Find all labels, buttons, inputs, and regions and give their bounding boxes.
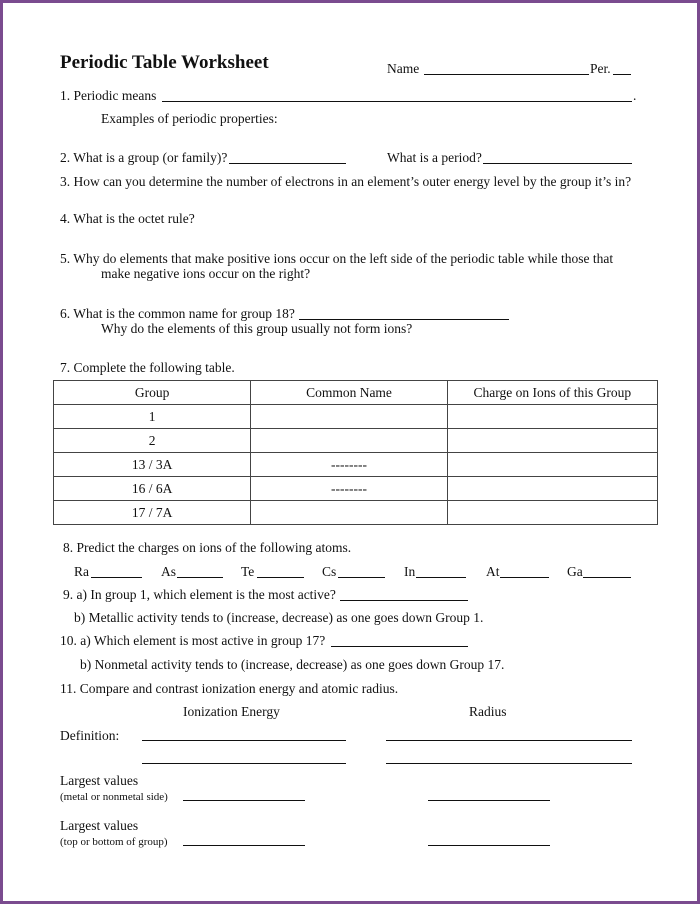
q7-text: 7. Complete the following table. <box>60 360 235 375</box>
q2-period-question: What is a period? <box>387 150 482 165</box>
table-cell-group: 17 / 7A <box>54 501 251 525</box>
table-row <box>54 477 658 501</box>
q6-text-line1: 6. What is the common name for group 18? <box>60 306 295 321</box>
atom-answer-at[interactable] <box>500 577 549 578</box>
q6-text-line2: Why do the elements of this group usually not form ions? <box>101 321 413 336</box>
ie-definition-line-2[interactable] <box>142 763 346 764</box>
atom-label-cs: Cs <box>322 564 337 579</box>
q3-text: 3. How can you determine the number of electrons in an element’s outer energy level by the group it’s in? <box>60 174 632 189</box>
table-cell-common-name[interactable] <box>251 405 447 429</box>
q10a-answer-line[interactable] <box>331 646 468 647</box>
atom-answer-ra[interactable] <box>91 577 142 578</box>
q2-period-answer-line[interactable] <box>483 163 632 164</box>
radius-definition-line-1[interactable] <box>386 740 632 741</box>
q9a-answer-line[interactable] <box>340 600 468 601</box>
q5-text-line2: make negative ions occur on the right? <box>101 266 311 281</box>
atom-label-at: At <box>486 564 500 579</box>
largest-values-label-2: Largest values <box>60 818 139 833</box>
q8-text: 8. Predict the charges on ions of the following atoms. <box>63 540 352 555</box>
ie-largest-line-1[interactable] <box>183 800 305 801</box>
table-header-group: Group <box>54 381 251 405</box>
q2-group-answer-line[interactable] <box>229 163 346 164</box>
atom-answer-in[interactable] <box>416 577 466 578</box>
table-header-row <box>54 381 658 405</box>
atom-label-ra: Ra <box>74 564 89 579</box>
q6-answer-line[interactable] <box>299 319 509 320</box>
atom-answer-cs[interactable] <box>338 577 385 578</box>
name-label: Name <box>387 61 420 76</box>
q10a-text: 10. a) Which element is most active in group 17? <box>60 633 326 648</box>
table-cell-charge[interactable] <box>447 501 657 525</box>
table-cell-group: 13 / 3A <box>54 453 251 477</box>
q1-examples: Examples of periodic properties: <box>101 111 278 126</box>
period-label: Per. <box>590 61 611 76</box>
atom-label-in: In <box>404 564 416 579</box>
worksheet-title: Periodic Table Worksheet <box>60 52 269 73</box>
table-row <box>54 429 658 453</box>
table-cell-group: 16 / 6A <box>54 477 251 501</box>
definition-label: Definition: <box>60 728 120 743</box>
name-field[interactable] <box>424 74 589 75</box>
table-header-charge: Charge on Ions of this Group <box>447 381 657 405</box>
atom-answer-ga[interactable] <box>583 577 631 578</box>
ie-definition-line-1[interactable] <box>142 740 346 741</box>
q1-text: 1. Periodic means <box>60 88 157 103</box>
q9a-text: 9. a) In group 1, which element is the most active? <box>63 587 336 602</box>
q1-answer-line[interactable] <box>162 101 632 102</box>
q11-text: 11. Compare and contrast ionization energy and atomic radius. <box>60 681 399 696</box>
radius-largest-line-1[interactable] <box>428 800 550 801</box>
q4-text: 4. What is the octet rule? <box>60 211 195 226</box>
table-cell-common-name[interactable] <box>251 429 447 453</box>
col-ionization-energy: Ionization Energy <box>183 704 280 719</box>
table-cell-common-name: -------- <box>251 477 447 501</box>
largest-values-sub-2: (top or bottom of group) <box>60 836 168 848</box>
atom-answer-as[interactable] <box>177 577 223 578</box>
table-cell-charge[interactable] <box>447 453 657 477</box>
table-row <box>54 501 658 525</box>
q1-period-mark: . <box>633 88 637 103</box>
ie-largest-line-2[interactable] <box>183 845 305 846</box>
table-cell-group: 1 <box>54 405 251 429</box>
table-row <box>54 405 658 429</box>
table-cell-common-name: -------- <box>251 453 447 477</box>
col-radius: Radius <box>469 704 507 719</box>
table-header-common-name: Common Name <box>251 381 447 405</box>
largest-values-sub-1: (metal or nonmetal side) <box>60 791 168 803</box>
q2-group-question: 2. What is a group (or family)? <box>60 150 228 165</box>
q9b-text: b) Metallic activity tends to (increase, decrease) as one goes down Group 1. <box>74 610 484 625</box>
atom-label-as: As <box>161 564 177 579</box>
radius-largest-line-2[interactable] <box>428 845 550 846</box>
period-field[interactable] <box>613 74 631 75</box>
q10b-text: b) Nonmetal activity tends to (increase, decrease) as one goes down Group 17. <box>80 657 505 672</box>
group-table <box>53 380 658 525</box>
radius-definition-line-2[interactable] <box>386 763 632 764</box>
q5-text-line1: 5. Why do elements that make positive ions occur on the left side of the periodic table while those that <box>60 251 614 266</box>
atom-answer-te[interactable] <box>257 577 304 578</box>
atom-label-te: Te <box>241 564 255 579</box>
atom-label-ga: Ga <box>567 564 583 579</box>
table-cell-charge[interactable] <box>447 477 657 501</box>
table-cell-charge[interactable] <box>447 405 657 429</box>
largest-values-label-1: Largest values <box>60 773 139 788</box>
table-row <box>54 453 658 477</box>
table-cell-charge[interactable] <box>447 429 657 453</box>
table-cell-common-name[interactable] <box>251 501 447 525</box>
table-cell-group: 2 <box>54 429 251 453</box>
